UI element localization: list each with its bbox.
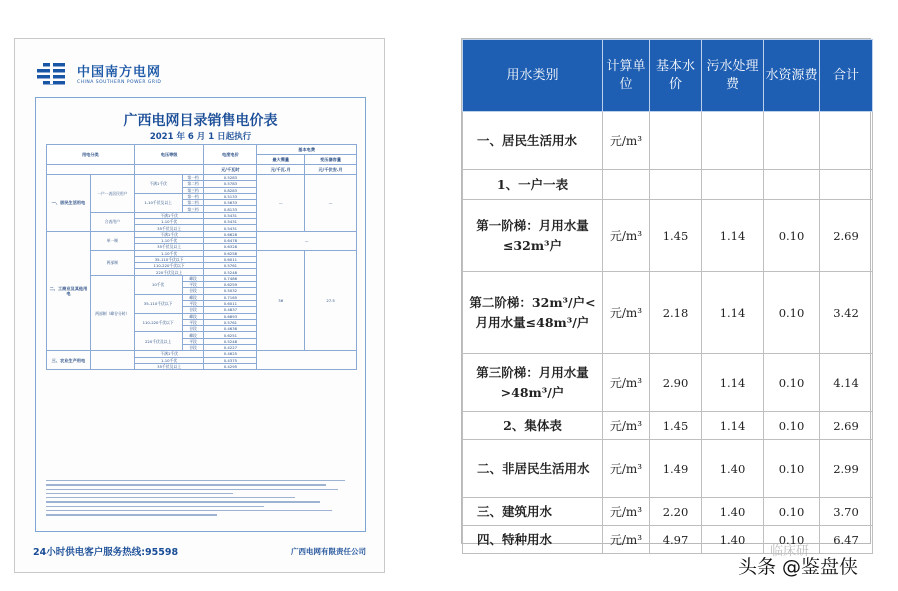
row-category: 第一阶梯：月用水量≤32m³户: [463, 200, 603, 272]
sub-group-label: 两部制: [90, 250, 134, 275]
voltage-cell: 1-10千伏: [134, 357, 204, 363]
row-total: [820, 112, 873, 170]
tier-cell: 第一档: [182, 193, 204, 199]
price-cell: 0.6328: [204, 244, 257, 250]
voltage-cell: 35千伏及以上: [134, 363, 204, 369]
row-total: 4.14: [820, 354, 873, 412]
price-cell: 0.8283: [204, 187, 257, 193]
row-unit: 元/m³: [603, 200, 650, 272]
row-base-price: [650, 170, 702, 200]
water-table-row: [463, 170, 873, 200]
tier-cell: 谷段: [182, 326, 204, 332]
hdr-unit: 计算单位: [603, 40, 650, 112]
price-cell: 0.4227: [204, 345, 257, 351]
basic-fee-cell: —: [257, 175, 305, 232]
voltage-cell: 1-10千伏: [134, 219, 204, 225]
row-total: 2.69: [820, 412, 873, 440]
tier-cell: 平段: [182, 282, 204, 288]
hdr-energy-price: 电度电价: [204, 145, 257, 165]
water-table-row: [463, 272, 873, 354]
price-cell: 0.8133: [204, 206, 257, 212]
voltage-cell: 不满1千伏: [134, 175, 182, 194]
row-category: 四、特种用水: [463, 526, 603, 554]
tier-cell: 平段: [182, 319, 204, 325]
row-unit: 元/m³: [603, 526, 650, 554]
row-category: 第二阶梯：32m³/户<月用水量≤48m³/户: [463, 272, 603, 354]
hdr-unit-kw: 元/千瓦.月: [257, 165, 305, 175]
row-base-price: 2.90: [650, 354, 702, 412]
voltage-cell: 1-10千伏: [134, 237, 204, 243]
row-total: [820, 170, 873, 200]
hdr-water-category: 用水类别: [463, 40, 603, 112]
row-resource-fee: 0.10: [764, 200, 820, 272]
voltage-cell: 110-220千伏以下: [134, 313, 182, 332]
group-label: 三、农业生产用电: [47, 351, 91, 370]
row-unit: 元/m³: [603, 440, 650, 498]
price-table-frame: [35, 97, 366, 532]
doc-subtitle: 2021 年 6 月 1 日起执行: [149, 132, 252, 142]
row-sewage-fee: 1.14: [702, 412, 764, 440]
price-cell: 0.6011: [204, 256, 257, 262]
basic-fee-cell: [257, 351, 357, 370]
row-base-price: 1.45: [650, 412, 702, 440]
electricity-price-table: [46, 144, 357, 370]
row-total: 3.42: [820, 272, 873, 354]
voltage-cell: 1-10千伏: [134, 250, 204, 256]
price-cell: 0.4295: [204, 363, 257, 369]
tier-cell: 第三档: [182, 206, 204, 212]
voltage-cell: 35-110千伏以下: [134, 294, 182, 313]
water-table-row: [463, 440, 873, 498]
row-category: 一、居民生活用水: [463, 112, 603, 170]
row-unit: 元/m³: [603, 412, 650, 440]
group-label: 一、居民生活用电: [47, 175, 91, 232]
price-cell: 0.5431: [204, 225, 257, 231]
row-base-price: 2.20: [650, 498, 702, 526]
logo-chinese-name: 中国南方电网: [77, 65, 162, 80]
row-unit: 元/m³: [603, 498, 650, 526]
price-cell: 0.5032: [204, 288, 257, 294]
row-total: 6.47: [820, 526, 873, 554]
max-demand-value: 36: [257, 250, 305, 351]
price-cell: 0.5761: [204, 319, 257, 325]
price-cell: 0.4625: [204, 351, 257, 357]
hdr-capacity: 变压器容量: [305, 155, 357, 165]
price-cell: 0.4837: [204, 307, 257, 313]
price-cell: 0.5633: [204, 200, 257, 206]
voltage-cell: 35-110千伏以下: [134, 256, 204, 262]
row-sewage-fee: [702, 112, 764, 170]
price-cell: 0.5761: [204, 263, 257, 269]
row-resource-fee: [764, 112, 820, 170]
tier-cell: 第三档: [182, 187, 204, 193]
water-table-row: [463, 112, 873, 170]
sub-group-label: 合表用户: [90, 212, 134, 231]
hdr-voltage: 电压等级: [134, 145, 204, 165]
water-table-row: [463, 354, 873, 412]
water-table-row: [463, 526, 873, 554]
row-sewage-fee: 1.14: [702, 354, 764, 412]
price-cell: 0.4375: [204, 357, 257, 363]
price-cell: 0.6259: [204, 282, 257, 288]
price-cell: 0.5248: [204, 338, 257, 344]
row-category: 第三阶梯：月用水量>48m³/户: [463, 354, 603, 412]
row-sewage-fee: 1.40: [702, 440, 764, 498]
row-resource-fee: 0.10: [764, 440, 820, 498]
price-cell: 0.5431: [204, 212, 257, 218]
row-resource-fee: 0.10: [764, 412, 820, 440]
tier-cell: 谷段: [182, 345, 204, 351]
logo-english-name: CHINA SOUTHERN POWER GRID: [77, 80, 162, 85]
price-table-header: [47, 145, 357, 155]
row-resource-fee: 0.10: [764, 354, 820, 412]
hdr-unit-kva: 元/千伏安.月: [305, 165, 357, 175]
voltage-cell: 不满1千伏: [134, 231, 204, 237]
tier-cell: 平段: [182, 338, 204, 344]
tier-cell: 谷段: [182, 288, 204, 294]
electricity-price-document: [14, 38, 385, 573]
price-cell: 0.7165: [204, 294, 257, 300]
row-base-price: 1.49: [650, 440, 702, 498]
row-base-price: [650, 112, 702, 170]
row-category: 三、建筑用水: [463, 498, 603, 526]
row-resource-fee: 0.10: [764, 272, 820, 354]
price-cell: 0.6011: [204, 300, 257, 306]
voltage-cell: 不满1千伏: [134, 212, 204, 218]
company-name: 广西电网有限责任公司: [291, 547, 366, 556]
price-cell: 0.5783: [204, 181, 257, 187]
voltage-cell: 35千伏及以上: [134, 225, 204, 231]
voltage-cell: 220千伏及以上: [134, 269, 204, 275]
hdr-total: 合计: [820, 40, 873, 112]
voltage-cell: 10千伏: [134, 275, 182, 294]
water-price-table-wrap: [461, 38, 871, 547]
row-unit: [603, 170, 650, 200]
tier-cell: 峰段: [182, 294, 204, 300]
sub-group-label: 一户一表居民用户: [90, 175, 134, 213]
price-cell: 0.5283: [204, 175, 257, 181]
row-category: 1、一户一表: [463, 170, 603, 200]
tier-cell: 第二档: [182, 181, 204, 187]
price-cell: 0.4638: [204, 326, 257, 332]
doc-notes: [46, 480, 357, 519]
row-base-price: 1.45: [650, 200, 702, 272]
group-label: 二、工商业及其他用电: [47, 231, 91, 351]
sub-group-label: 单一制: [90, 231, 134, 250]
hdr-unit-kwh: 元/千瓦时: [204, 165, 257, 175]
price-cell: 0.5133: [204, 193, 257, 199]
row-base-price: 2.18: [650, 272, 702, 354]
water-table-header: [463, 40, 873, 112]
tier-cell: 谷段: [182, 307, 204, 313]
voltage-cell: 35千伏及以上: [134, 244, 204, 250]
voltage-cell: 220千伏及以上: [134, 332, 182, 351]
row-resource-fee: [764, 170, 820, 200]
row-sewage-fee: [702, 170, 764, 200]
water-table-row: [463, 200, 873, 272]
hdr-basic-price: 基本电费: [257, 145, 357, 155]
price-cell: 0.6628: [204, 231, 257, 237]
row-sewage-fee: 1.40: [702, 526, 764, 554]
company-logo: [35, 61, 161, 85]
voltage-cell: 1-10千伏及以上: [134, 193, 182, 212]
tier-cell: 平段: [182, 300, 204, 306]
water-table-row: [463, 412, 873, 440]
price-cell: 0.6258: [204, 250, 257, 256]
price-cell: 0.5431: [204, 219, 257, 225]
row-total: 3.70: [820, 498, 873, 526]
hdr-resource-fee: 水资源费: [764, 40, 820, 112]
capacity-value: 27.5: [305, 250, 357, 351]
hdr-max-demand: 最大需量: [257, 155, 305, 165]
tier-cell: 第一档: [182, 175, 204, 181]
tier-cell: 峰段: [182, 332, 204, 338]
row-resource-fee: 0.10: [764, 526, 820, 554]
row-base-price: 4.97: [650, 526, 702, 554]
voltage-cell: 110-220千伏以下: [134, 263, 204, 269]
row-resource-fee: 0.10: [764, 498, 820, 526]
price-cell: 0.6893: [204, 313, 257, 319]
water-price-table: [462, 39, 873, 554]
watermark: 头条 @鉴盘侠: [738, 556, 859, 578]
doc-title: 广西电网目录销售电价表: [123, 113, 278, 129]
row-unit: 元/m³: [603, 272, 650, 354]
tier-cell: 峰段: [182, 313, 204, 319]
faint-watermark: 临床研: [770, 544, 810, 559]
water-table-row: [463, 498, 873, 526]
voltage-cell: 不满1千伏: [134, 351, 204, 357]
row-unit: 元/m³: [603, 112, 650, 170]
service-hotline: 24小时供电客户服务热线:95598: [33, 547, 179, 558]
price-cell: 0.5248: [204, 269, 257, 275]
basic-fee-cell: —: [257, 231, 357, 250]
hdr-category: 用电分类: [47, 145, 135, 165]
hdr-base-price: 基本水价: [650, 40, 702, 112]
row-sewage-fee: 1.14: [702, 200, 764, 272]
sub-group-label: [90, 351, 134, 370]
basic-fee-cell: —: [305, 175, 357, 232]
row-total: 2.99: [820, 440, 873, 498]
row-total: 2.69: [820, 200, 873, 272]
row-sewage-fee: 1.40: [702, 498, 764, 526]
row-unit: 元/m³: [603, 354, 650, 412]
price-cell: 0.6478: [204, 237, 257, 243]
row-category: 2、集体表: [463, 412, 603, 440]
csg-logo-icon: [35, 61, 71, 85]
tier-cell: 第二档: [182, 200, 204, 206]
tier-cell: 峰段: [182, 275, 204, 281]
price-cell: 0.6251: [204, 332, 257, 338]
row-category: 二、非居民生活用水: [463, 440, 603, 498]
price-cell: 0.7486: [204, 275, 257, 281]
sub-group-label: 两部制（峰谷分时）: [90, 275, 134, 351]
hdr-sewage-fee: 污水处理费: [702, 40, 764, 112]
row-sewage-fee: 1.14: [702, 272, 764, 354]
